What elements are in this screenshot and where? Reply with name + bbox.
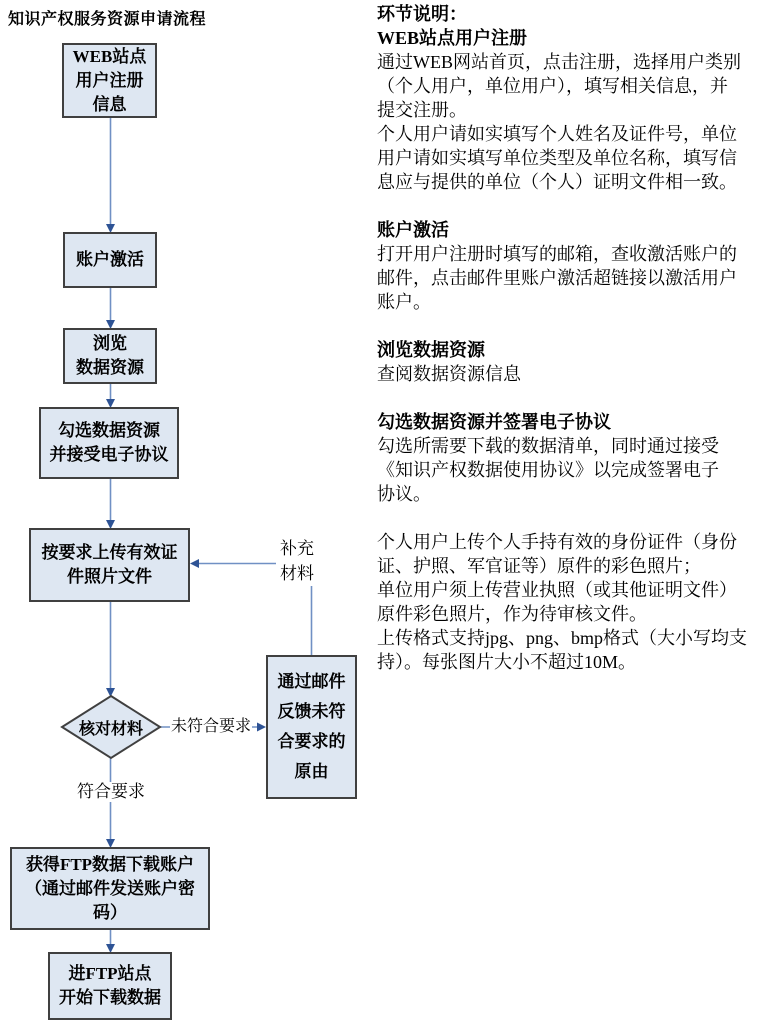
section-line: 查阅数据资源信息 [377, 364, 521, 384]
node-line: 码） [93, 902, 127, 922]
notes-column [377, 2, 763, 674]
node-select-resources-agreement [39, 407, 179, 479]
section-line: 上传格式支持jpg、png、bmp格式（大小写均支 [377, 628, 748, 648]
node-upload-certificate [29, 528, 190, 602]
label-supplement-materials: 补充 材料 [276, 536, 318, 586]
node-line: 件照片文件 [67, 567, 152, 586]
notes-section-account-activation [377, 218, 763, 314]
section-line: 单位用户须上传营业执照（或其他证明文件） [377, 580, 737, 600]
section-line: 证、护照、军官证等）原件的彩色照片； [377, 556, 701, 576]
node-ftp-account [10, 847, 210, 930]
section-title: 勾选数据资源并签署电子协议 [377, 412, 611, 432]
section-title: 浏览数据资源 [377, 340, 485, 360]
node-account-activation [63, 232, 157, 288]
section-line: 协议。 [377, 484, 431, 504]
section-line: 账户。 [377, 292, 431, 312]
node-line: 通过邮件 [277, 672, 346, 691]
node-line: 浏览 [93, 334, 127, 353]
node-line: 开始下载数据 [59, 988, 161, 1007]
section-line: 邮件，点击邮件里账户激活超链接以激活用户 [377, 268, 737, 288]
section-line: 个人用户请如实填写个人姓名及证件号，单位 [377, 124, 737, 144]
section-line: 用户请如实填写单位类型及单位名称，填写信 [377, 148, 737, 168]
notes-section-web-register [377, 26, 763, 194]
section-line: 勾选所需要下载的数据清单，同时通过接受 [377, 436, 719, 456]
node-line: （通过邮件发送账户密 [25, 878, 195, 898]
arrowhead-into-box5-from-feedback [190, 559, 199, 568]
section-line: 息应与提供的单位（个人）证明文件相一致。 [377, 172, 737, 192]
section-line: 持）。每张图片大小不超过10M。 [377, 652, 637, 672]
node-line: 数据资源 [76, 358, 144, 377]
node-line: 按要求上传有效证 [41, 543, 178, 562]
node-ftp-download [48, 952, 172, 1020]
node-line: 勾选数据资源 [58, 421, 160, 440]
node-line: 进FTP站点 [68, 964, 152, 983]
node-line: 合要求的 [277, 732, 346, 751]
section-title: WEB站点用户注册 [377, 28, 528, 48]
decision-verify-materials: 核对材料 [78, 720, 143, 738]
node-line: 获得FTP数据下载账户 [25, 854, 195, 874]
section-line: 个人用户上传个人手持有效的身份证件（身份 [377, 532, 737, 552]
notes-section-browse-resources [377, 338, 763, 386]
node-line: 账户激活 [76, 250, 144, 269]
notes-section-select-agreement [377, 410, 763, 506]
notes-section-upload-requirements [377, 530, 763, 674]
section-line: 打开用户注册时填写的邮箱，查收激活账户的 [377, 244, 737, 264]
node-line: 并接受电子协议 [49, 445, 169, 464]
page-title: 知识产权服务资源申请流程 [8, 11, 207, 28]
node-line: WEB站点 [72, 46, 147, 66]
label-not-meet-requirements: 未符合要求 [171, 718, 252, 735]
node-feedback-email [266, 655, 357, 799]
node-line: 信息 [92, 94, 127, 114]
node-line: 原由 [294, 762, 329, 781]
node-browse-resources [63, 328, 157, 384]
notes-heading: 环节说明： [377, 4, 467, 24]
section-line: 提交注册。 [377, 100, 467, 120]
section-line: （个人用户，单位用户），填写相关信息，并 [377, 76, 728, 96]
label-meet-requirements: 符合要求 [77, 782, 145, 801]
node-web-register [62, 43, 157, 118]
section-line: 原件彩色照片，作为待审核文件。 [377, 604, 647, 624]
arrowhead-into-feedback-box [257, 723, 266, 732]
node-line: 反馈未符 [277, 702, 346, 721]
section-line: 《知识产权数据使用协议》以完成签署电子 [377, 460, 719, 480]
section-title: 账户激活 [377, 220, 449, 240]
section-line: 通过WEB网站首页，点击注册，选择用户类别 [377, 52, 741, 72]
node-line: 用户注册 [75, 70, 144, 90]
